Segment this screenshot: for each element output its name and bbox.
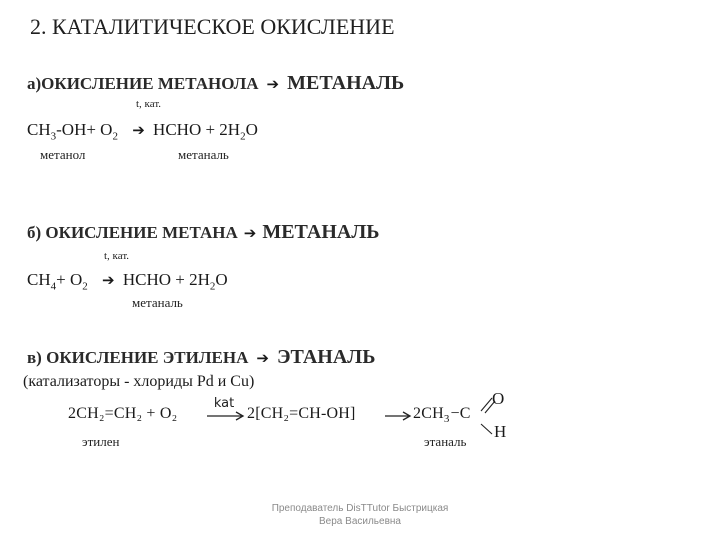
eq-c-hydrogen: H (494, 422, 507, 441)
eq-c-dash: − (450, 405, 460, 422)
section-c-header (27, 346, 375, 369)
eq-b-r1: CH (27, 270, 51, 289)
section-b-heading: б) ОКИСЛЕНИЕ МЕТАНА (27, 223, 238, 242)
right-arrow-icon: ➔ (266, 75, 280, 93)
section-b-product: МЕТАНАЛЬ (262, 221, 380, 243)
section-c-eq-right (413, 405, 471, 425)
section-b-header (27, 221, 379, 244)
right-arrow-icon: ➔ (102, 271, 115, 289)
section-a-heading: а)ОКИСЛЕНИЕ МЕТАНОЛА (27, 74, 259, 93)
section-a-label-left: метанол (40, 147, 86, 162)
section-c-eq-left: 2CH₂=CH₂ + O₂ (68, 405, 178, 422)
section-c-heading: в) ОКИСЛЕНИЕ ЭТИЛЕНА (27, 348, 249, 367)
section-c-product: ЭТАНАЛЬ (276, 346, 376, 368)
eq-b-r1-tail: + O (56, 270, 83, 289)
eq-b-p2-sub: 2 (209, 280, 216, 293)
eq-c-right-c: C (459, 405, 471, 422)
section-c-eq-middle: 2[CH₂=CH-OH] (247, 405, 356, 422)
eq-c-right-prefix: 2CH (413, 405, 444, 422)
eq-c-right-sub: 3 (443, 413, 450, 426)
eq-a-r1-tail: -OH+ O (56, 120, 113, 139)
eq-a-p2-tail: O (245, 120, 258, 139)
eq-b-r2-sub: 2 (82, 280, 88, 293)
section-a-product: МЕТАНАЛЬ (287, 72, 405, 94)
section-a-label-right: метаналь (178, 147, 229, 162)
section-c-conditions: kat (213, 396, 235, 411)
eq-a-p1: HCHO + 2H (153, 120, 241, 139)
footer-author (240, 503, 480, 527)
section-b-equation (27, 270, 228, 292)
eq-b-r1-sub: 4 (50, 280, 57, 293)
footer-line-1: Преподаватель DisTTutor Быстрицкая (271, 503, 449, 514)
right-arrow-icon: ➔ (132, 121, 145, 139)
section-a-header (27, 72, 404, 95)
eq-a-r1-sub: 3 (50, 130, 57, 143)
page-title: 2. КАТАЛИТИЧЕСКОЕ ОКИСЛЕНИЕ (30, 14, 395, 39)
eq-b-p2-tail: O (215, 270, 228, 289)
section-b-conditions: t, кат. (104, 250, 130, 262)
section-b-label-right: метаналь (132, 295, 183, 310)
reaction-arrow-icon (206, 410, 246, 422)
section-c-label-left: этилен (82, 434, 120, 449)
eq-a-p2-sub: 2 (240, 130, 246, 143)
eq-a-r1: CH (27, 120, 51, 139)
right-arrow-icon: ➔ (243, 224, 257, 242)
footer-line-2: Вера Васильевна (319, 516, 401, 527)
section-a-equation (27, 120, 258, 142)
section-a-conditions: t, кат. (136, 98, 162, 110)
section-c-label-right: этаналь (424, 434, 467, 449)
reaction-arrow-icon (384, 410, 412, 422)
eq-b-p1: HCHO + 2H (122, 270, 210, 289)
eq-c-oxygen: O (492, 389, 505, 408)
section-c-catalyst-note: (катализаторы - хлориды Pd и Cu) (23, 373, 255, 390)
eq-a-r2-sub: 2 (112, 130, 118, 143)
right-arrow-icon: ➔ (256, 349, 269, 367)
